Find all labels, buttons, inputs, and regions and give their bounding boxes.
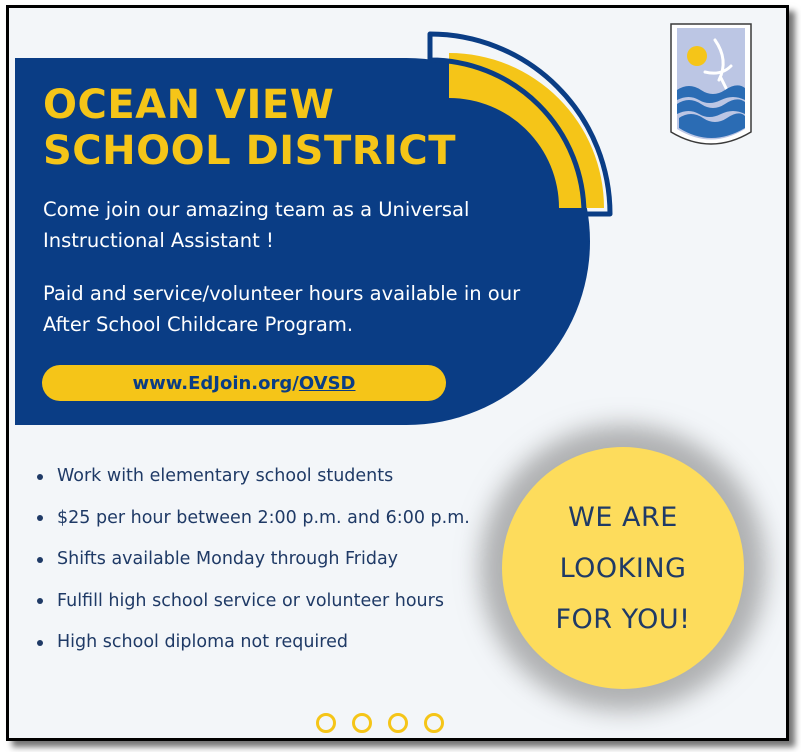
- pager-dots: [316, 713, 444, 733]
- list-item: $25 per hour between 2:00 p.m. and 6:00 p.m.: [37, 498, 470, 540]
- intro-paragraph-2: Paid and service/volunteer hours available in our After School Childcare Program.: [43, 282, 521, 336]
- navy-arc-outline: [430, 34, 610, 214]
- callout-line-2: LOOKING: [559, 552, 687, 584]
- bullet-icon: [37, 598, 43, 604]
- list-item: Work with elementary school students: [37, 456, 470, 498]
- link-prefix: www.EdJoin.org/: [132, 372, 299, 394]
- title-line-2: SCHOOL DISTRICT: [43, 128, 457, 174]
- flyer-frame: [6, 5, 789, 741]
- pager-dot[interactable]: [316, 713, 336, 733]
- bullet-icon: [37, 640, 43, 646]
- intro-text: [43, 194, 533, 362]
- bullet-icon: [37, 474, 43, 480]
- looking-for-you-callout: [502, 447, 744, 689]
- pager-dot[interactable]: [388, 713, 408, 733]
- benefits-list: [37, 456, 470, 664]
- bullet-icon: [37, 515, 43, 521]
- district-logo-icon: [665, 20, 757, 154]
- pager-dot[interactable]: [352, 713, 372, 733]
- intro-paragraph-1: Come join our amazing team as a Universal Instructional Assistant !: [43, 198, 470, 252]
- page-title: [43, 82, 456, 174]
- pager-dot[interactable]: [424, 713, 444, 733]
- callout-line-3: FOR YOU!: [555, 603, 691, 635]
- callout-line-1: WE ARE: [568, 501, 678, 533]
- edjoin-link-button[interactable]: [42, 365, 446, 401]
- link-underlined: OVSD: [298, 372, 356, 394]
- bullet-icon: [37, 557, 43, 563]
- list-item: High school diploma not required: [37, 622, 470, 664]
- list-item: Fulfill high school service or volunteer hours: [37, 581, 470, 623]
- title-line-1: OCEAN VIEW: [43, 82, 335, 128]
- list-item: Shifts available Monday through Friday: [37, 539, 470, 581]
